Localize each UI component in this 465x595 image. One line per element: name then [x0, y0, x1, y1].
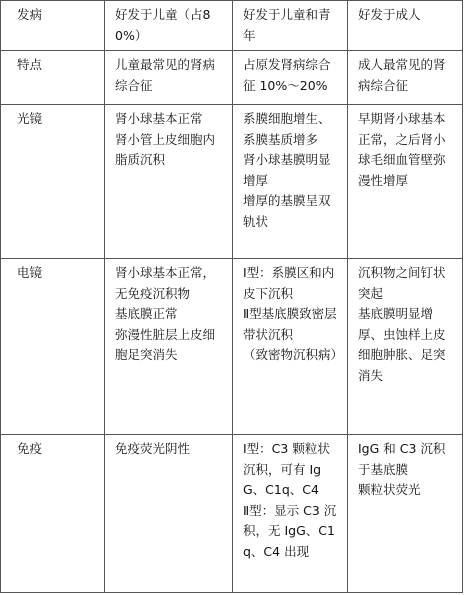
- row-immune-col2: [233, 435, 348, 593]
- row-electron-col1: [105, 259, 233, 435]
- header-col0-text: 发病: [17, 7, 43, 22]
- row-immune-col3-line2: 颗粒状荧光: [358, 482, 421, 497]
- row-immune-label: [1, 435, 105, 593]
- row-features-col2-text: 占原发肾病综合征 10%～20%: [243, 57, 331, 93]
- row-features-col2: [233, 51, 348, 105]
- row-electron-microscopy: [1, 259, 463, 435]
- row-light-label: [1, 105, 105, 259]
- header-col1: [105, 1, 233, 51]
- row-electron-label: [1, 259, 105, 435]
- row-electron-col2-line1: Ⅰ型：系膜区和内皮下沉积: [243, 265, 335, 301]
- row-electron-col2-line3: （致密物沉积病）: [243, 347, 344, 362]
- header-row: [1, 1, 463, 51]
- row-light-col2-line1: 系膜细胞增生、系膜基质增多: [243, 111, 331, 147]
- row-light-microscopy: [1, 105, 463, 259]
- header-col2-text: 好发于儿童和青年: [243, 7, 331, 43]
- row-immune-col2-line2: Ⅱ型：显示 C3 沉积，无 IgG、C1q、C4 出现: [243, 502, 337, 559]
- row-light-col1: [105, 105, 233, 259]
- row-light-col2-line3: 增厚的基膜呈双轨状: [243, 193, 331, 229]
- row-immune-col2-line1: Ⅰ型：C3 颗粒状沉积，可有 IgG、C1q、C4: [243, 441, 330, 497]
- row-electron-col2-line2: Ⅱ型基底膜致密层带状沉积: [243, 306, 337, 342]
- row-electron-col3-line1: 沉积物之间钉状突起: [358, 265, 446, 301]
- row-electron-col3: [348, 259, 463, 435]
- row-light-col2: [233, 105, 348, 259]
- row-electron-col1-line3: 弥漫性脏层上皮细胞足突消失: [115, 326, 216, 362]
- row-light-col1-line1: 肾小球基本正常: [115, 111, 203, 126]
- row-immune-col3: [348, 435, 463, 593]
- row-immunology: [1, 435, 463, 593]
- row-features-label-text: 特点: [17, 57, 43, 72]
- row-electron-label-text: 电镜: [17, 265, 43, 280]
- row-features-col3-text: 成人最常见的肾病综合征: [358, 57, 446, 93]
- row-electron-col2: [233, 259, 348, 435]
- row-immune-col3-line1: IgG 和 C3 沉积于基底膜: [358, 441, 446, 477]
- row-light-label-text: 光镜: [17, 111, 43, 126]
- row-immune-label-text: 免疫: [17, 441, 43, 456]
- row-features-col1-text: 儿童最常见的肾病综合征: [115, 57, 216, 93]
- row-features-label: [1, 51, 105, 105]
- row-light-col2-line2: 肾小球基膜明显增厚: [243, 152, 331, 188]
- row-features: [1, 51, 463, 105]
- row-electron-col1-line1: 肾小球基本正常，无免疫沉积物: [115, 265, 216, 301]
- header-col3: [348, 1, 463, 51]
- row-features-col3: [348, 51, 463, 105]
- row-light-col3-text: 早期肾小球基本正常，之后肾小球毛细血管壁弥漫性增厚: [358, 111, 446, 188]
- header-col1-text: 好发于儿童（占80%）: [115, 7, 211, 43]
- header-col2: [233, 1, 348, 51]
- header-col3-text: 好发于成人: [358, 7, 421, 22]
- row-electron-col1-line2: 基底膜正常: [115, 306, 178, 321]
- row-electron-col3-line2: 基底膜明显增厚、虫蚀样上皮细胞肿胀、足突消失: [358, 306, 446, 383]
- header-col0: [1, 1, 105, 51]
- row-light-col1-line2: 肾小管上皮细胞内脂质沉积: [115, 131, 216, 167]
- row-features-col1: [105, 51, 233, 105]
- row-immune-col1-text: 免疫荧光阴性: [115, 441, 191, 456]
- row-immune-col1: [105, 435, 233, 593]
- row-light-col3: [348, 105, 463, 259]
